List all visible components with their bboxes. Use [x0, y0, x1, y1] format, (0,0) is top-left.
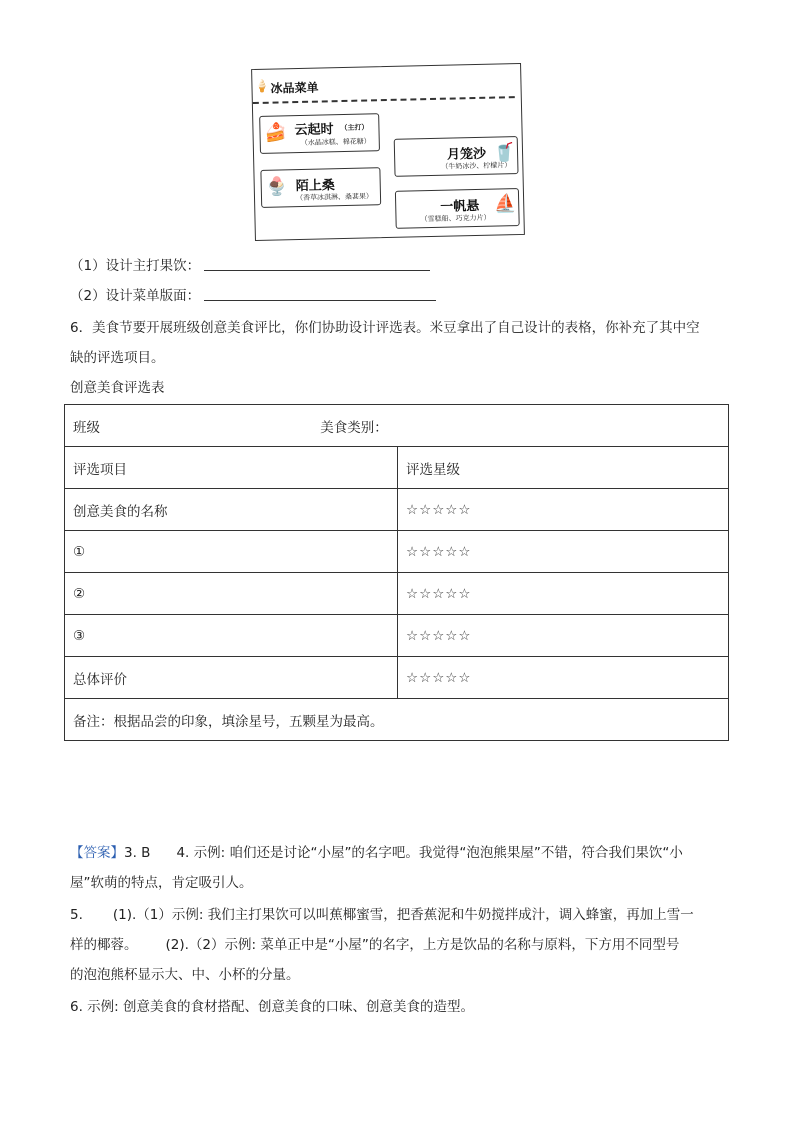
answer-5-part2: (2).（2）示例: 菜单正中是“小屋”的名字，上方是饮品的名称与原料，下方用不同型号 [165, 937, 680, 953]
row-item: 总体评价 [65, 657, 398, 699]
answer-5-number: 5. [70, 907, 83, 923]
table-caption: 创意美食评选表 [70, 380, 165, 396]
column-rating-header: 评选星级 [398, 447, 729, 489]
star-rating[interactable]: ☆☆☆☆☆ [398, 657, 729, 699]
table-row [65, 489, 729, 531]
menu-item-yuelongsha: 月笼沙 （牛奶冰沙、柠檬片） 🥤 [394, 136, 519, 177]
answer-3: 3. B [124, 845, 151, 861]
cup-icon: 🥤 [492, 142, 516, 164]
answer-5-part1: (1).（1）示例: 我们主打果饮可以叫蕉椰蜜雪，把香蕉泥和牛奶搅拌成汁，调入蜂蜜，再加上雪一 [112, 907, 694, 923]
answer-4-line1: 4. 示例: 咱们还是讨论“小屋”的名字吧。我觉得“泡泡熊果屋”不错，符合我们果饮“小 [176, 845, 683, 861]
answer-blank-2[interactable] [204, 300, 436, 301]
answer-tag: 【答案】 [70, 845, 124, 861]
table-row [65, 531, 729, 573]
row-item: ① [65, 531, 398, 573]
answer-5-part1-cont: 样的椰蓉。 [70, 937, 138, 953]
question-2: （2）设计菜单版面： [70, 288, 201, 304]
sundae-icon: 🍨 [265, 176, 289, 198]
ice-cream-icon: 🍦 [254, 78, 270, 94]
dashed-divider [253, 96, 515, 104]
star-rating[interactable]: ☆☆☆☆☆ [398, 573, 729, 615]
header-cell [65, 405, 729, 447]
menu-item-yifanxuan: 一帆悬 （雪糕船、巧克力片） ⛵ [395, 188, 520, 229]
table-row [65, 573, 729, 615]
menu-item-moshangsang: 🍨 陌上桑 （香草冰淇淋、桑葚果） [260, 167, 381, 208]
table-header-row [65, 405, 729, 447]
column-item-header: 评选项目 [65, 447, 398, 489]
answer-6: 6. 示例: 创意美食的食材搭配、创意美食的口味、创意美食的造型。 [70, 999, 475, 1015]
answer-line-1 [70, 841, 683, 865]
category-label: 美食类别： [320, 419, 388, 436]
menu-item-yunqishi: 🍰 云起时 （主打） （水晶冰糕、棉花糖） [259, 113, 380, 154]
table-row [65, 615, 729, 657]
row-item: ② [65, 573, 398, 615]
sailboat-icon: ⛵ [493, 193, 517, 215]
answer-blank-1[interactable] [204, 270, 430, 271]
table-row [65, 447, 729, 489]
star-rating[interactable]: ☆☆☆☆☆ [398, 615, 729, 657]
menu-title: 冰品菜单 [270, 80, 319, 96]
row-item: 创意美食的名称 [65, 489, 398, 531]
table-row [65, 657, 729, 699]
cake-icon: 🍰 [264, 122, 288, 144]
answer-4-line2: 屋”软萌的特点，肯定吸引人。 [70, 875, 253, 891]
class-label: 班级 [73, 419, 100, 436]
answer-5-line2 [70, 933, 679, 957]
star-rating[interactable]: ☆☆☆☆☆ [398, 489, 729, 531]
question-1: （1）设计主打果饮： [70, 258, 201, 274]
answer-5-line3: 的泡泡熊杯显示大、中、小杯的分量。 [70, 967, 300, 983]
answer-5-line1 [70, 903, 694, 927]
ice-menu-card [251, 63, 525, 241]
question-6-line2: 缺的评选项目。 [70, 350, 165, 366]
star-rating[interactable]: ☆☆☆☆☆ [398, 531, 729, 573]
evaluation-table [64, 404, 729, 741]
row-item: ③ [65, 615, 398, 657]
table-note: 备注：根据品尝的印象，填涂星号，五颗星为最高。 [65, 699, 729, 741]
table-note-row [65, 699, 729, 741]
question-6-line1: 6．美食节要开展班级创意美食评比，你们协助设计评选表。米豆拿出了自己设计的表格，你补充了其中空 [70, 320, 700, 336]
